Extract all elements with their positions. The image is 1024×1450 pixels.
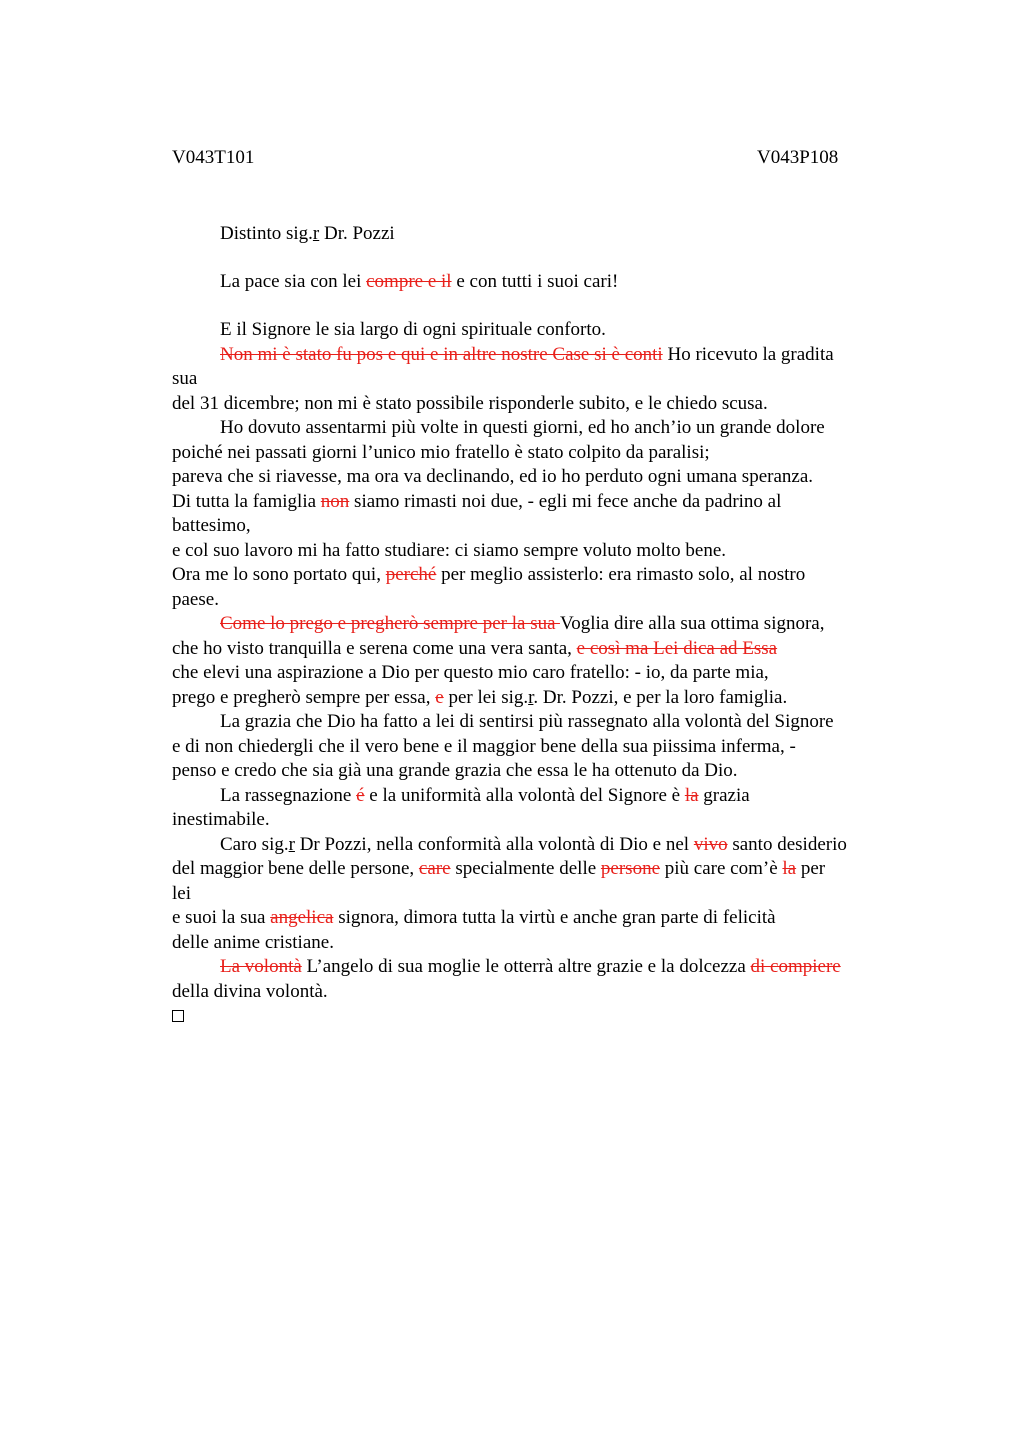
letter-line: pareva che si riavesse, ma ora va declinando, ed io ho perduto ogni umana speranza. <box>172 466 813 487</box>
deleted-text: e <box>435 686 444 708</box>
letter-line: inestimabile. <box>172 809 270 830</box>
salutation-greeting: Distinto sig.r Dr. Pozzi <box>220 223 395 244</box>
deleted-text: é <box>356 784 365 806</box>
letter-line: Ho dovuto assentarmi più volte in questi giorni, ed ho anch’io un grande dolore <box>220 417 825 438</box>
letter-line: La volontà L’angelo di sua moglie le otterrà altre grazie e la dolcezza di compiere <box>220 956 841 977</box>
letter-line: La grazia che Dio ha fatto a lei di sentirsi più rassegnato alla volontà del Signore <box>220 711 834 732</box>
deleted-text: e così ma Lei dica ad Essa <box>576 637 778 659</box>
salutation-peace: La pace sia con lei compre e il e con tutti i suoi cari! <box>220 271 619 292</box>
letter-line: La rassegnazione é e la uniformità alla volontà del Signore è la grazia <box>220 784 750 806</box>
deleted-text: vivo <box>693 833 728 855</box>
letter-line: della divina volontà. <box>172 980 328 1002</box>
letter-line: delle anime cristiane. <box>172 931 334 953</box>
letter-line: del maggior bene delle persone, care specialmente delle persone più care com’è la per <box>172 858 826 879</box>
letter-line: del 31 dicembre; non mi è stato possibile risponderle subito, e le chiedo scusa. <box>172 392 768 414</box>
letter-line: e suoi la sua angelica signora, dimora tutta la virtù e anche gran parte di felicità <box>172 907 776 928</box>
letter-line: e col suo lavoro mi ha fatto studiare: ci siamo sempre voluto molto bene. <box>172 539 727 561</box>
letter-line: battesimo, <box>172 515 251 536</box>
letter-line: e di non chiedergli che il vero bene e il maggior bene della sua piissima inferma, - <box>172 735 796 757</box>
letter-line: lei <box>172 882 191 904</box>
letter-line: che elevi una aspirazione a Dio per questo mio caro fratello: - io, da parte mia, <box>172 662 769 683</box>
document-code-left: V043T101 <box>172 147 255 168</box>
letter-end <box>172 1004 912 1029</box>
deleted-text: non <box>320 490 350 512</box>
abbreviation-superscript: r <box>288 833 295 855</box>
letter-line: Di tutta la famiglia non siamo rimasti noi due, - egli mi fece anche da padrino al <box>172 490 782 512</box>
document-code-right: V043P108 <box>757 147 839 168</box>
deleted-text: Come lo prego e pregherò sempre per la sua <box>220 613 560 634</box>
letter-line: penso e credo che sia già una grande grazia che essa le ha ottenuto da Dio. <box>172 760 738 781</box>
deleted-text: care <box>418 858 451 879</box>
abbreviation-superscript: r <box>528 686 534 708</box>
letter-line: E il Signore le sia largo di ogni spirituale conforto. <box>220 319 606 340</box>
deleted-text: persone <box>600 858 661 879</box>
letter-line: Non mi è stato fu pos e qui e in altre nostre Case si è conti Ho ricevuto la gradita <box>220 343 834 365</box>
deleted-text: compre e il <box>366 271 452 292</box>
letter-line: poiché nei passati giorni l’unico mio fratello è stato colpito da paralisi; <box>172 441 710 463</box>
letter-line: prego e pregherò sempre per essa, e per lei sig.r. Dr. Pozzi, e per la loro famiglia. <box>172 686 788 708</box>
deleted-text: perché <box>385 564 437 585</box>
deleted-text: Non mi è stato fu pos e qui e in altre nostre Case si è conti <box>220 343 663 365</box>
deleted-text: la <box>782 858 797 879</box>
end-of-document-box-icon <box>172 1010 184 1022</box>
deleted-text: angelica <box>270 907 334 928</box>
deleted-text: La volontà <box>220 956 302 977</box>
letter-line: che ho visto tranquilla e serena come una vera santa, e così ma Lei dica ad Essa <box>172 637 778 659</box>
letter-line: sua <box>172 368 198 389</box>
deleted-text: di compiere <box>750 956 841 977</box>
abbreviation-superscript: r <box>312 223 320 244</box>
deleted-text: la <box>684 784 699 806</box>
letter-line: Come lo prego e pregherò sempre per la sua Voglia dire alla sua ottima signora, <box>220 613 825 634</box>
letter-body <box>172 318 912 1029</box>
letter-line: paese. <box>172 588 219 610</box>
letter-line: Caro sig.r Dr Pozzi, nella conformità alla volontà di Dio e nel vivo santo desiderio <box>220 833 847 855</box>
letter-line: Ora me lo sono portato qui, perché per meglio assisterlo: era rimasto solo, al nostro <box>172 564 806 585</box>
